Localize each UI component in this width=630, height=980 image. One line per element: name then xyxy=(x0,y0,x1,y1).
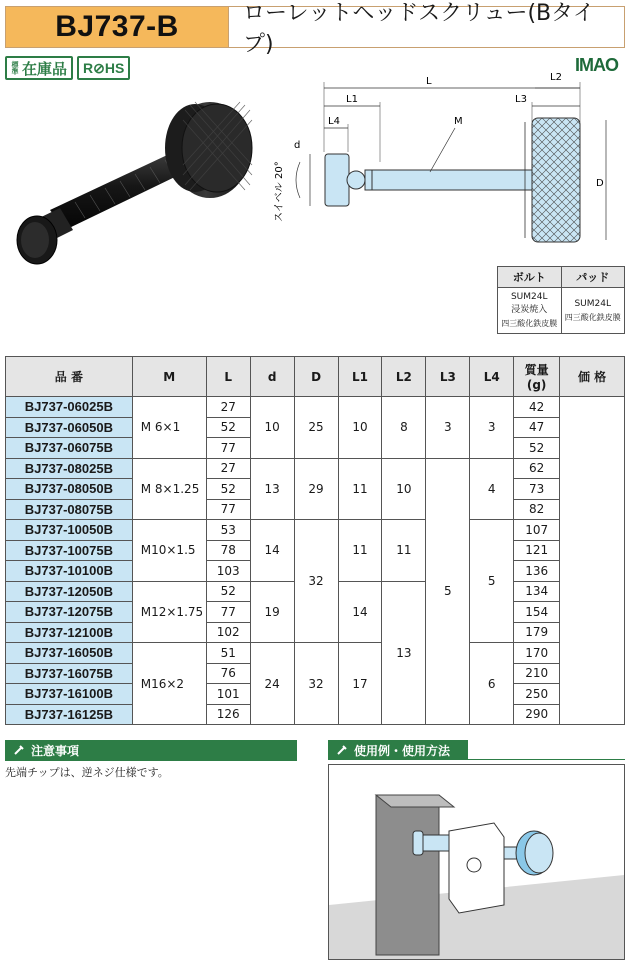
dim-D-value: 25 xyxy=(294,397,338,459)
part-number: BJ737-16075B xyxy=(6,663,133,684)
product-photo xyxy=(5,90,265,275)
mass-value: 121 xyxy=(514,540,560,561)
thread-m: M 6×1 xyxy=(132,397,206,459)
bolt-line: 浸炭焼入 xyxy=(511,305,548,315)
part-number: BJ737-06025B xyxy=(6,397,133,418)
pad-line: 四三酸化鉄皮膜 xyxy=(564,312,621,322)
part-number: BJ737-08050B xyxy=(6,479,133,500)
dim-l1-value: 11 xyxy=(338,458,382,520)
badges xyxy=(5,56,130,80)
header-mass xyxy=(514,357,560,397)
length-l: 52 xyxy=(206,479,250,500)
header-l1: L1 xyxy=(338,357,382,397)
caution-header xyxy=(5,740,297,760)
dim-l1-value: 17 xyxy=(338,643,382,725)
bolt-line: SUM24L xyxy=(510,292,548,302)
length-l: 77 xyxy=(206,438,250,459)
wrench-icon xyxy=(13,744,25,756)
mass-value: 154 xyxy=(514,602,560,623)
thread-m: M12×1.75 xyxy=(132,581,206,643)
part-number: BJ737-06075B xyxy=(6,438,133,459)
swivel-label: スイベル 20° xyxy=(274,161,285,222)
bolt-line: 四三酸化鉄皮膜 xyxy=(501,319,558,328)
dim-M: M xyxy=(454,116,463,127)
mass-value: 210 xyxy=(514,663,560,684)
mass-value: 47 xyxy=(514,417,560,438)
part-number: BJ737-16100B xyxy=(6,684,133,705)
material-header-bolt: ボルト xyxy=(498,267,562,288)
material-table xyxy=(497,266,625,334)
part-number: BJ737-06050B xyxy=(6,417,133,438)
header-l3: L3 xyxy=(426,357,470,397)
dim-d-value: 10 xyxy=(250,397,294,459)
dim-l1-value: 11 xyxy=(338,520,382,582)
usage-image xyxy=(329,765,624,959)
length-l: 77 xyxy=(206,602,250,623)
part-number: BJ737-12050B xyxy=(6,581,133,602)
mass-value: 170 xyxy=(514,643,560,664)
usage-illustration xyxy=(328,764,625,960)
mass-value: 107 xyxy=(514,520,560,541)
dim-d-value: 14 xyxy=(250,520,294,582)
header-l: L xyxy=(206,357,250,397)
rohs-badge: R⊘HS xyxy=(77,56,130,80)
length-l: 101 xyxy=(206,684,250,705)
mass-value: 134 xyxy=(514,581,560,602)
material-pad xyxy=(561,288,625,334)
product-code: BJ737-B xyxy=(6,7,228,47)
length-l: 102 xyxy=(206,622,250,643)
length-l: 52 xyxy=(206,581,250,602)
dim-D-value: 29 xyxy=(294,458,338,520)
dim-L: L xyxy=(426,76,432,87)
dim-d-value: 24 xyxy=(250,643,294,725)
part-number: BJ737-16125B xyxy=(6,704,133,725)
mass-value: 290 xyxy=(514,704,560,725)
caution-text: 先端チップは、逆ネジ仕様です。 xyxy=(5,766,169,779)
length-l: 51 xyxy=(206,643,250,664)
material-bolt xyxy=(498,288,562,334)
price-cell xyxy=(560,397,625,725)
dim-l4-value: 4 xyxy=(470,458,514,520)
part-number: BJ737-10050B xyxy=(6,520,133,541)
thread-m: M10×1.5 xyxy=(132,520,206,582)
dim-l2-value: 10 xyxy=(382,458,426,520)
header-m: M xyxy=(132,357,206,397)
usage-header xyxy=(328,740,468,760)
dim-L3: L3 xyxy=(515,94,527,105)
length-l: 53 xyxy=(206,520,250,541)
dim-L1: L1 xyxy=(346,94,358,105)
part-number: BJ737-10075B xyxy=(6,540,133,561)
table-row xyxy=(6,397,625,418)
length-l: 52 xyxy=(206,417,250,438)
dim-L2: L2 xyxy=(550,72,562,83)
stock-badge xyxy=(5,56,73,80)
mass-value: 52 xyxy=(514,438,560,459)
header-l4: L4 xyxy=(470,357,514,397)
dim-l1-value: 10 xyxy=(338,397,382,459)
mass-unit: (g) xyxy=(526,378,547,392)
dim-l1-value: 14 xyxy=(338,581,382,643)
dim-d-value: 19 xyxy=(250,581,294,643)
length-l: 27 xyxy=(206,397,250,418)
table-row xyxy=(6,643,625,664)
part-number: BJ737-10100B xyxy=(6,561,133,582)
dim-d-value: 13 xyxy=(250,458,294,520)
dim-l2-value: 13 xyxy=(382,581,426,725)
dim-l4-value: 3 xyxy=(470,397,514,459)
pad-line: SUM24L xyxy=(574,298,612,309)
spec-header-row xyxy=(6,357,625,397)
dim-l4-value: 5 xyxy=(470,520,514,643)
header-l2: L2 xyxy=(382,357,426,397)
dim-l4-value: 6 xyxy=(470,643,514,725)
brand-logo: IMAO xyxy=(575,55,618,75)
dim-l3-value: 3 xyxy=(426,397,470,459)
dim-D: D xyxy=(596,178,604,189)
part-number: BJ737-12100B xyxy=(6,622,133,643)
mass-value: 179 xyxy=(514,622,560,643)
dim-l2-value: 8 xyxy=(382,397,426,459)
dim-L4: L4 xyxy=(328,116,340,127)
spec-table xyxy=(5,356,625,725)
dim-D-value: 32 xyxy=(294,643,338,725)
length-l: 126 xyxy=(206,704,250,725)
dim-l2-value: 11 xyxy=(382,520,426,582)
header-D: D xyxy=(294,357,338,397)
header-d: d xyxy=(250,357,294,397)
usage-divider xyxy=(468,740,625,760)
usage-title: 使用例・使用方法 xyxy=(354,743,451,758)
header-price: 価 格 xyxy=(560,357,625,397)
material-header-pad: パッド xyxy=(561,267,625,288)
length-l: 78 xyxy=(206,540,250,561)
dimension-drawing xyxy=(270,62,625,262)
dim-D-value: 32 xyxy=(294,520,338,643)
length-l: 76 xyxy=(206,663,250,684)
length-l: 27 xyxy=(206,458,250,479)
thread-m: M16×2 xyxy=(132,643,206,725)
mass-value: 42 xyxy=(514,397,560,418)
header-pn: 品 番 xyxy=(6,357,133,397)
mass-value: 136 xyxy=(514,561,560,582)
stock-label: 在庫品 xyxy=(22,59,68,78)
mass-value: 250 xyxy=(514,684,560,705)
product-name: ローレットヘッドスクリュー(Bタイプ) xyxy=(228,7,624,47)
mass-value: 62 xyxy=(514,458,560,479)
caution-title: 注意事項 xyxy=(31,743,80,758)
length-l: 103 xyxy=(206,561,250,582)
thread-m: M 8×1.25 xyxy=(132,458,206,520)
part-number: BJ737-08075B xyxy=(6,499,133,520)
part-number: BJ737-08025B xyxy=(6,458,133,479)
standard-label: 標準 xyxy=(11,61,19,75)
dim-l3-value: 5 xyxy=(426,458,470,725)
part-number: BJ737-12075B xyxy=(6,602,133,623)
caution-divider xyxy=(5,760,297,761)
mass-value: 73 xyxy=(514,479,560,500)
mass-label: 質量 xyxy=(524,363,549,377)
length-l: 77 xyxy=(206,499,250,520)
wrench-icon xyxy=(336,744,348,756)
part-number: BJ737-16050B xyxy=(6,643,133,664)
table-row xyxy=(6,520,625,541)
title-bar xyxy=(5,1,625,57)
dim-d: d xyxy=(294,140,301,151)
table-row xyxy=(6,458,625,479)
mass-value: 82 xyxy=(514,499,560,520)
